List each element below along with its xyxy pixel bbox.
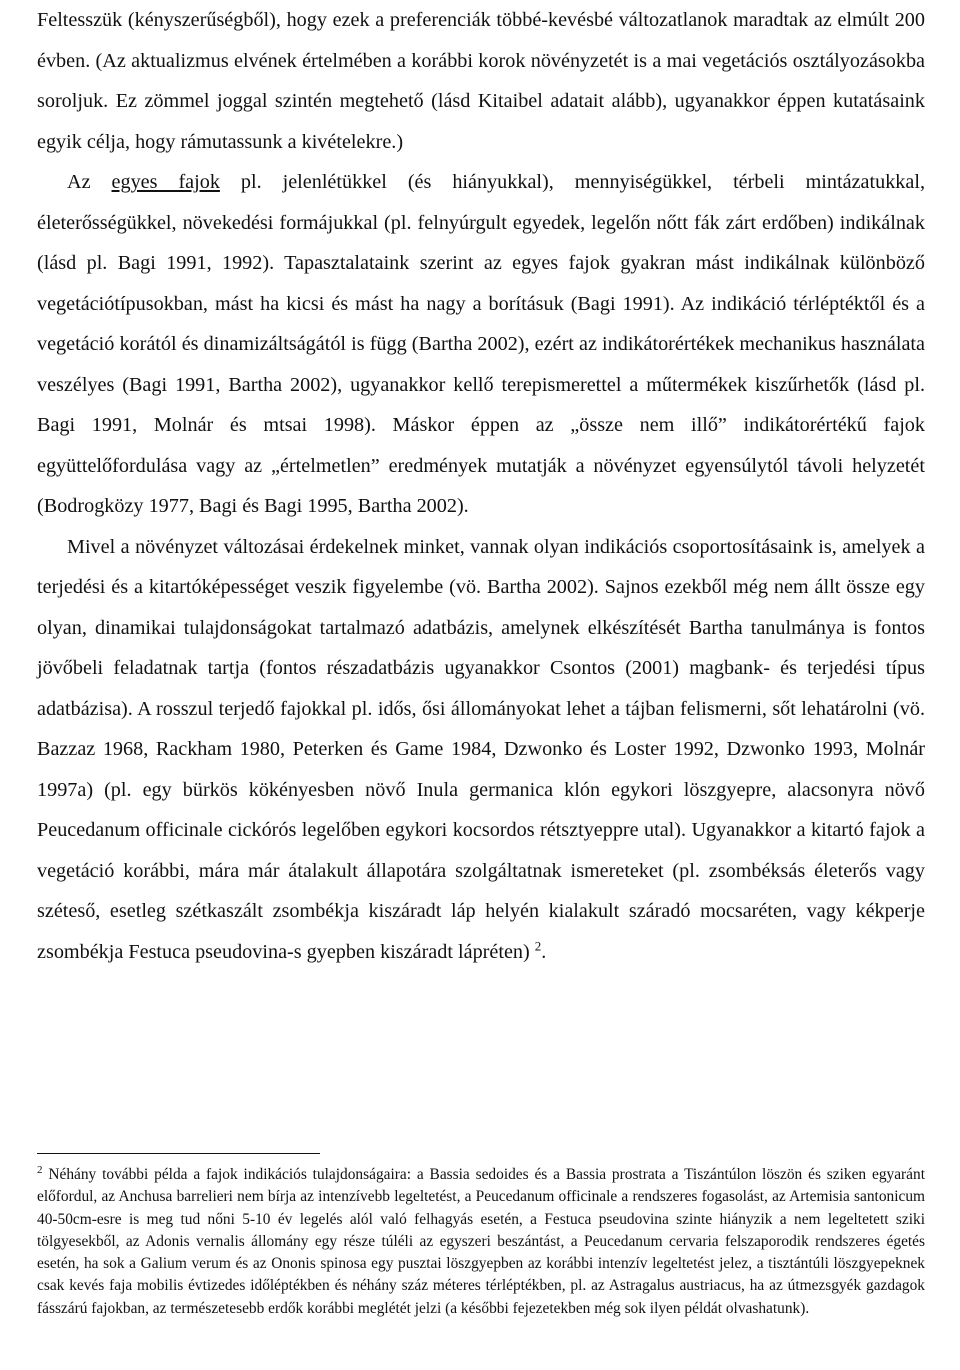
paragraph-3-text: Mivel a növényzet változásai érdekelnek minket, vannak olyan indikációs csoportosításaink is, amelyek a terjedési és a kitartóképességet veszik figyelembe (vö. Bartha 2002). Sajnos ezekből még nem állt össze egy olyan, dinamikai tulajdonságokat tartalmazó adatbázis, amelynek elkészítését Bartha tanulmánya is fontos jövőbeli feladatnak tartja (fontos részadatbázis ugyanakkor Csontos (2001) magbank- és terjedési típus adatbázisa). A rosszul terjedő fajokkal pl. idős, ősi állományokat lehet a tájban felismerni, sőt lehatárolni (vö. Bazzaz 1968, Rackham 1980, Peterken és Game 1984, Dzwonko és Loster 1992, Dzwonko 1993, Molnár 1997a) (pl. egy bürkös kökényesben növő Inula germanica klón egykori löszgyepre, alacsonyra növő Peucedanum officinale cickórós legelőben egykori kocsordos rétsztyeppre utal). Ugyanakkor a kitartó fajok a vegetáció korábbi, mára már átalakult állapotára szolgáltatnak ismereteket (pl. zsombéksás életerős vagy széteső, esetleg szétkaszált zsombékja kiszáradt láp helyén kialakult száradó mocsaréten, vagy kékperje zsombékja Festuca pseudovina-s gyepben kiszáradt lápréten): [37, 535, 925, 963]
footnote: [37, 1164, 925, 1320]
paragraph-3: [37, 527, 925, 973]
footnote-marker: 2: [37, 1163, 43, 1176]
paragraph-1: Feltesszük (kényszerűségből), hogy ezek a preferenciák többé-kevésbé változatlanok maradtak az elmúlt 200 évben. (Az aktualizmus elvének értelmében a korábbi korok növényzetét is a mai vegetációs osztályozásokba soroljuk. Ez zömmel joggal szintén megtehető (lásd Kitaibel adatait alább), ugyanakkor éppen kutatásaink egyik célja, hogy rámutassunk a kivételekre.): [37, 9, 925, 153]
body-text: [37, 0, 925, 972]
footnote-reference[interactable]: 2: [534, 937, 542, 953]
paragraph-3-end: .: [541, 940, 547, 963]
paragraph-2: [37, 162, 925, 527]
underlined-term: egyes fajok: [111, 171, 220, 193]
paragraph-2-text: pl. jelenlétükkel (és hiányukkal), mennyiségükkel, térbeli mintázatukkal, életerősségükkel, növekedési formájukkal (pl. felnyúrgult egyedek, legelőn nőtt fák zárt erdőben) indikálnak (lásd pl. Bagi 1991, 1992). Tapasztalataink szerint az egyes fajok gyakran mást indikálnak különböző vegetációtípusokban, mást ha kicsi és mást ha nagy a borításuk (Bagi 1991). Az indikáció térléptéktől és a vegetáció korától és dinamizáltságától is függ (Bartha 2002), ezért az indikátorértékek mechanikus használata veszélyes (Bagi 1991, Bartha 2002), ugyanakkor kellő terepismerettel a műtermékek kiszűrhetők (lásd pl. Bagi 1991, Molnár és mtsai 1998). Máskor éppen az „össze nem illő” indikátorértékű fajok együttelőfordulása vagy az „értelmetlen” eredmények mutatják a növényzet egyensúlytól távoli helyzetét (Bodrogközy 1977, Bagi és Bagi 1995, Bartha 2002).: [37, 171, 925, 517]
footnote-text: Néhány további példa a fajok indikációs tulajdonságaira: a Bassia sedoides és a Bassia prostrata a Tiszántúlon löszön és sziken egyaránt előfordul, az Anchusa barrelieri nem bírja az intenzívebb legeltetést, a Peucedanum officinale a rendszeres fogasolást, az Artemisia santonicum 40-50cm-esre is meg tud nőni 5-10 év legelés alól való felhagyás esetén, a Festuca pseudovina szinte hiányzik a nem legeltetett sziki tölgyesekből, az Adonis vernalis állomány egy része túléli az egyszeri beszántást, a Peucedanum cervaria felszaporodik rendszeres égetés esetén, ha sok a Galium verum és az Ononis spinosa egy pusztai löszgyepben az korábbi intenzív legeltetést jelez, a tisztántúli löszgyepeknek csak kevés faja mobilis évtizedes időléptékben és néhány száz méteres térléptékben, pl. az Astragalus austriacus, ha az útmezsgyék gazdagok fásszárú fajokban, az természetesebb erdők korábbi meglétét jelzi (a későbbi fejezetekben még sok ilyen példát olvashatunk).: [37, 1166, 925, 1317]
paragraph-2-prefix: Az: [67, 171, 112, 193]
footnote-separator: [37, 1153, 320, 1154]
document-page: [37, 0, 925, 1317]
